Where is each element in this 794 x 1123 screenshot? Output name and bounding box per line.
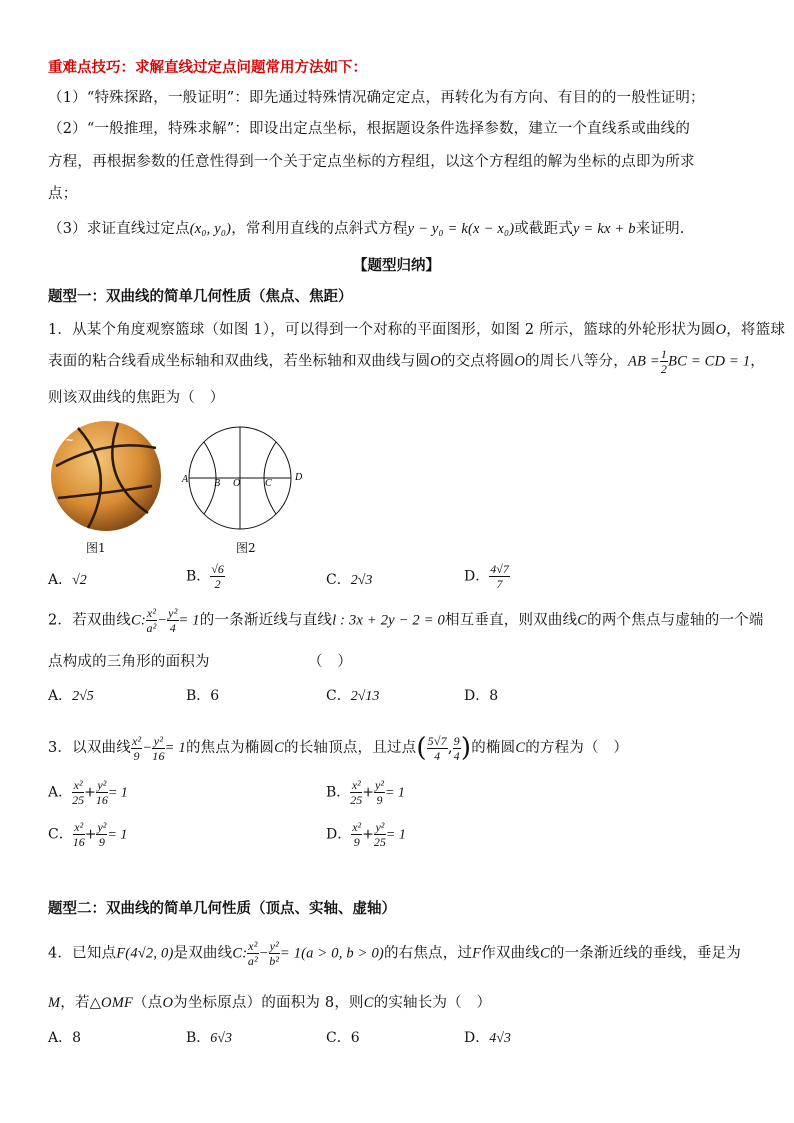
method-2-line-1: （2）“一般推理，特殊求解”：即设出定点坐标，根据题设条件选择参数，建立一个直线系或曲线的 xyxy=(48,121,691,137)
q1-text-2b: 的交点将圆 xyxy=(440,353,515,370)
q1-o2: O xyxy=(430,353,441,370)
q2-option-c[interactable]: C．2√13 xyxy=(326,688,380,704)
q3-option-b[interactable]: B． $\frac{\text{x²}}{25}$ + $\frac{\text{y²}}{9}$ = 1 xyxy=(326,778,405,807)
method-3-point-slope: y − y₀ = k(x − x₀) xyxy=(407,221,515,237)
point-d-label: D xyxy=(295,472,303,483)
q3-line-1: 3．以双曲线 $\frac{\text{x²}}{9}$ − $\frac{\text{y²}}{16}$ = 1的焦点为椭圆C的长轴顶点，且过点( $\frac{5√7}{4}$ , $\frac{9}{4}$ )的椭圆C的方程为（ ） xyxy=(48,733,629,763)
q2-option-a[interactable]: A．2√5 xyxy=(48,688,94,704)
q1-line-1 xyxy=(48,318,785,339)
q2-line-2: 点构成的三角形的面积为 xyxy=(48,654,210,670)
method-2-line-3: 点； xyxy=(48,186,78,202)
q4-option-a[interactable]: A．8 xyxy=(48,1030,82,1046)
method-3-text-b: ，常利用直线的点斜式方程 xyxy=(231,221,408,237)
tips-heading: 重难点技巧：求解直线过定点问题常用方法如下： xyxy=(48,60,367,76)
basketball-image xyxy=(48,418,164,534)
q3-option-d[interactable]: D． $\frac{\text{x²}}{9}$ + $\frac{\text{y²}}{25}$ = 1 xyxy=(326,820,406,849)
q1-eq-bc: BC = CD = 1 xyxy=(668,353,751,370)
q4-line-1: 4．已知点F(4√2, 0)是双曲线C: $\frac{\text{x²}}{\text{a²}}$ − $\frac{\text{y²}}{\text{b²}}$ = 1(a > 0, b > 0)的右焦点，过F作双曲线C的一条渐近线的垂线，垂足为 xyxy=(48,939,741,968)
point-c-label: C xyxy=(265,478,272,489)
figure-1-caption: 图1 xyxy=(86,541,106,555)
q4-option-c[interactable]: C．6 xyxy=(326,1030,360,1046)
point-a-label: A xyxy=(182,474,189,485)
q1-option-a[interactable]: A．√2 xyxy=(48,572,87,588)
q1-text-2a: 表面的粘合线看成坐标轴和双曲线，若坐标轴和双曲线与圆 xyxy=(48,353,431,370)
section-title: 【题型归纳】 xyxy=(353,258,440,274)
method-3-text-a: （3）求证直线过定点 xyxy=(48,221,190,237)
q1-o: O xyxy=(715,322,727,338)
method-3-text-d: 来证明. xyxy=(635,221,685,237)
point-o-label: O xyxy=(233,478,241,489)
figure-2-diagram xyxy=(180,418,310,534)
type2-title: 题型二：双曲线的简单几何性质（顶点、实轴、虚轴） xyxy=(48,901,396,917)
figure-2-caption: 图2 xyxy=(236,541,256,555)
q4-line-2: M，若△OMF（点O为坐标原点）的面积为 8，则C的实轴长为（ ） xyxy=(48,995,492,1011)
q2-line-1: 2．若双曲线C: $\frac{\text{x²}}{\text{a²}}$ − $\frac{\text{y²}}{4}$ = 1的一条渐近线与直线l : 3x + 2y − 2 = 0相互垂直，则双曲线C的两个焦点与虚轴的一个端 xyxy=(48,606,764,635)
q1-option-d[interactable]: D． $\frac{4√7}{7}$ xyxy=(464,562,509,591)
q2-answer-paren: （ ） xyxy=(308,654,353,670)
q3-option-a[interactable]: A． $\frac{\text{x²}}{25}$ + $\frac{\text{y²}}{16}$ = 1 xyxy=(48,778,128,807)
q1-eq-ab: AB = xyxy=(627,353,660,370)
q1-text-1c: ，将篮球 xyxy=(726,322,786,338)
q1-option-b[interactable]: B． $\frac{√6}{2}$ xyxy=(186,562,224,591)
method-1: （1）“特殊探路，一般证明”：即先通过特殊情况确定定点，再转化为有方向、有目的的一般性证明； xyxy=(48,90,705,106)
method-3 xyxy=(48,217,685,238)
q1-text-1: 1．从某个角度观察篮球（如图 1），可以得到一个对称的平面图形，如图 2 所示，篮球的外轮形状为圆 xyxy=(48,322,716,338)
q2-option-d[interactable]: D．8 xyxy=(464,688,499,704)
method-3-intercept: y = kx + b xyxy=(573,221,636,237)
q1-o3: O xyxy=(514,353,526,370)
point-b-label: B xyxy=(214,478,221,489)
type1-title: 题型一：双曲线的简单几何性质（焦点、焦距） xyxy=(48,289,353,305)
method-3-point: (x₀, y₀) xyxy=(189,221,232,237)
q1-line-2 xyxy=(48,348,765,375)
q1-line-3: 则该双曲线的焦距为（ ） xyxy=(48,390,225,406)
q3-option-c[interactable]: C． $\frac{\text{x²}}{16}$ + $\frac{\text{y²}}{9}$ = 1 xyxy=(48,820,128,849)
q1-text-2c: 的周长八等分， xyxy=(525,353,628,370)
q1-frac: $\frac{1}{2}$ xyxy=(660,347,668,376)
method-3-text-c: 或截距式 xyxy=(514,221,574,237)
q1-option-c[interactable]: C．2√3 xyxy=(326,572,373,588)
q2-option-b[interactable]: B．6 xyxy=(186,688,220,704)
q4-option-d[interactable]: D．4√3 xyxy=(464,1030,511,1046)
q1-comma: ， xyxy=(750,353,765,370)
method-2-line-2: 方程，再根据参数的任意性得到一个关于定点坐标的方程组，以这个方程组的解为坐标的点即为所求 xyxy=(48,154,695,170)
q4-option-b[interactable]: B．6√3 xyxy=(186,1030,232,1046)
svg-text:~: ~ xyxy=(66,433,74,447)
